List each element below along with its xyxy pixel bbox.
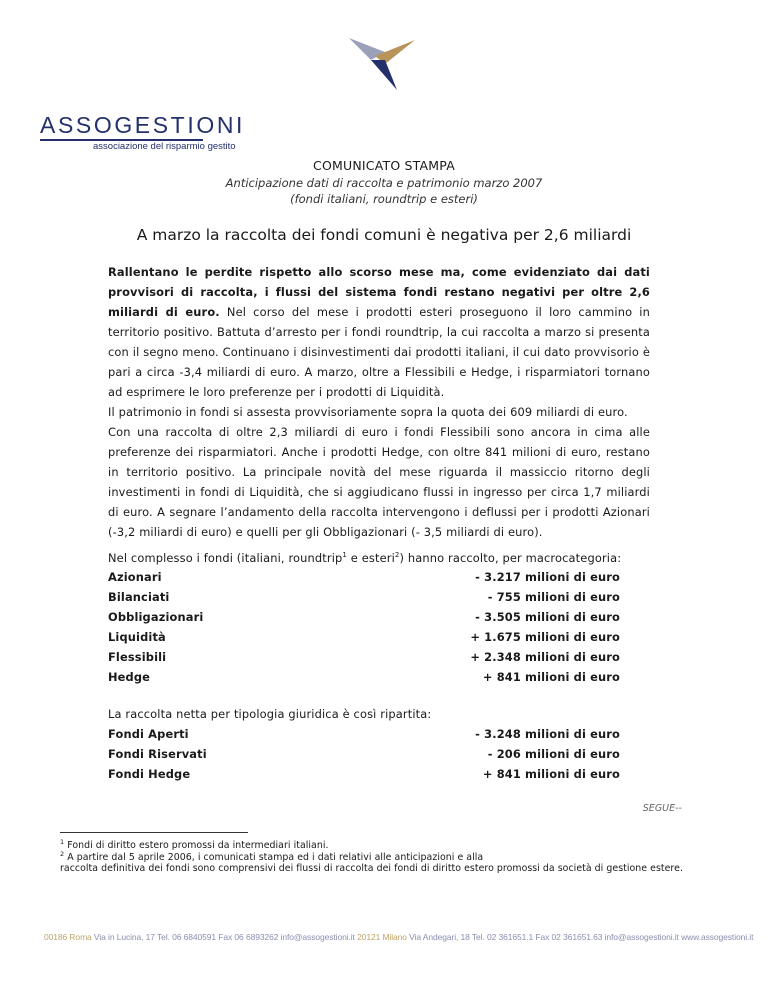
macro-value: + 841 milioni di euro xyxy=(482,670,620,684)
macro-row xyxy=(108,670,620,690)
subtitle-line-2: (fondi italiani, roundtrip e esteri) xyxy=(290,192,478,206)
legal-row xyxy=(108,727,620,747)
footer-city-rome: 00186 Roma xyxy=(44,932,92,942)
macro-label: Flessibili xyxy=(108,650,167,664)
legal-label: Fondi Riservati xyxy=(108,747,207,761)
continued-marker: SEGUE-- xyxy=(642,803,682,814)
footnote-2 xyxy=(60,850,483,863)
macro-row xyxy=(108,570,620,590)
footnote-2-continued: raccolta definitiva dei fondi sono comprensivi dei flussi di raccolta dei fondi di diritto estero promossi da società di gestione estere. xyxy=(60,863,683,874)
subtitle-line-1: Anticipazione dati di raccolta e patrimonio marzo 2007 xyxy=(225,176,543,190)
legal-label: Fondi Aperti xyxy=(108,727,189,741)
footnote-1-text: Fondi di diritto estero promossi da intermediari italiani. xyxy=(64,840,329,852)
footnote-2-text: A partire dal 5 aprile 2006, i comunicati stampa ed i dati relativi alle anticipazioni e alla xyxy=(64,852,484,864)
macro-value: + 2.348 milioni di euro xyxy=(470,650,620,664)
footer-address-rome: Via in Lucina, 17 Tel. 06 6840591 Fax 06 6893262 info@assogestioni.it xyxy=(91,932,358,942)
body-text xyxy=(108,262,650,542)
assogestioni-logo-icon xyxy=(345,30,417,92)
footer-city-milan: 20121 Milano xyxy=(357,932,407,942)
lead-paragraph xyxy=(108,262,650,402)
macro-value: - 3.217 milioni di euro xyxy=(475,570,620,584)
macro-row xyxy=(108,610,620,630)
macro-label: Hedge xyxy=(108,670,151,684)
legal-intro: La raccolta netta per tipologia giuridica è così ripartita: xyxy=(108,707,432,721)
macro-value: - 755 milioni di euro xyxy=(487,590,620,604)
footer-contacts xyxy=(44,932,753,942)
footnote-number-2: 2 xyxy=(60,850,65,858)
legal-label: Fondi Hedge xyxy=(108,767,191,781)
headline: A marzo la raccolta dei fondi comuni è negativa per 2,6 miliardi xyxy=(136,226,632,244)
footnote-ref-2: 2 xyxy=(394,551,400,560)
macro-intro-b: e esteri xyxy=(347,551,395,565)
macro-row xyxy=(108,590,620,610)
macro-label: Liquidità xyxy=(108,630,166,644)
footnote-number-1: 1 xyxy=(60,838,65,846)
macro-label: Obbligazionari xyxy=(108,610,204,624)
macro-intro-a: Nel complesso i fondi (italiani, roundtrip xyxy=(108,551,343,565)
lead-rest-text: Nel corso del mese i prodotti esteri proseguono il loro cammino in territorio positivo. Battuta d’arresto per i fondi roundtrip, la cui raccolta a marzo si presenta con il segno meno. Continuano i disinvestimenti dai prodotti italiani, il cui dato provvisorio è pari a circa -3,4 miliardi di euro. A marzo, oltre a Flessibili e Hedge, i risparmiatori tornano ad esprimere le loro preferenze per i prodotti di Liquidità. xyxy=(108,305,650,399)
macro-intro xyxy=(108,551,621,565)
footer-address-milan: Via Andegari, 18 Tel. 02 361651.1 Fax 02 361651.63 info@assogestioni.it www.assogestioni.it xyxy=(406,932,754,942)
macro-value: + 1.675 milioni di euro xyxy=(470,630,620,644)
macro-value: - 3.505 milioni di euro xyxy=(475,610,620,624)
logo-tagline: associazione del risparmio gestito xyxy=(93,141,236,152)
paragraph-patrimonio: Il patrimonio in fondi si assesta provvisoriamente sopra la quota dei 609 miliardi di euro. xyxy=(108,405,628,419)
legal-row xyxy=(108,747,620,767)
macro-row xyxy=(108,630,620,650)
lead-bold-text: Rallentano le perdite rispetto allo scorso mese ma, come evidenziato dai dati provvisori di raccolta, i flussi del sistema fondi restano negativi per oltre 2,6 miliardi di euro. xyxy=(108,265,650,319)
legal-value: - 206 milioni di euro xyxy=(487,747,620,761)
logo-wordmark: ASSOGESTIONI xyxy=(40,112,246,138)
macro-intro-c: ) hanno raccolto, per macrocategoria: xyxy=(399,551,622,565)
legal-row xyxy=(108,767,620,787)
macro-label: Azionari xyxy=(108,570,162,584)
legal-value: + 841 milioni di euro xyxy=(482,767,620,781)
macro-row xyxy=(108,650,620,670)
document-type-title: COMUNICATO STAMPA xyxy=(313,158,455,173)
macro-label: Bilanciati xyxy=(108,590,170,604)
footnote-divider xyxy=(60,832,248,833)
legal-value: - 3.248 milioni di euro xyxy=(475,727,620,741)
paragraph-raccolta: Con una raccolta di oltre 2,3 miliardi di euro i fondi Flessibili sono ancora in cima alle preferenze dei risparmiatori. Anche i prodotti Hedge, con oltre 841 milioni di euro, restano in territorio positivo. La principale novità del mese riguarda il massiccio ritorno degli investimenti in fondi di Liquidità, che si aggiudicano flussi in ingresso per circa 1,7 miliardi di euro. A segnare l’andamento della raccolta intervengono i deflussi per i prodotti Azionari (-3,2 miliardi di euro) e quelli per gli Obbligazionari (- 3,5 miliardi di euro). xyxy=(108,425,650,539)
footnote-ref-1: 1 xyxy=(342,551,348,560)
